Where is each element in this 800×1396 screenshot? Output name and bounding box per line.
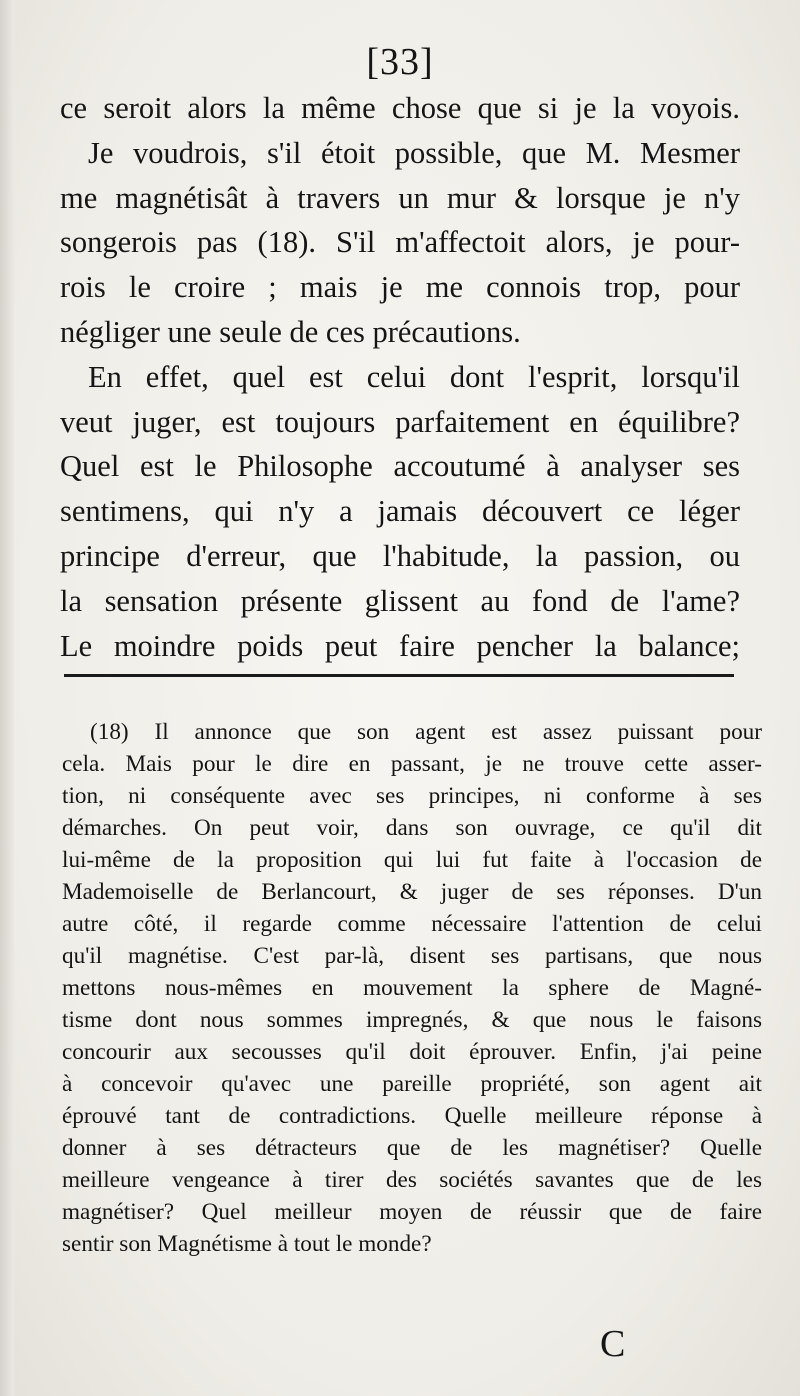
text-line: En effet, quel est celui dont l'esprit, lorsqu'il [88,359,740,394]
footnote-rule [64,674,734,677]
text-line: me magnétisât à travers un mur & lorsque je n'y [60,180,740,215]
footnote-line: sentir son Magnétisme à tout le monde? [62,1231,432,1257]
text-line: rois le croire ; mais je me connois trop, pour [60,270,740,305]
footnote-line: à concevoir qu'avec une pareille propriété, son agent ait [62,1071,762,1097]
footnote-line: concourir aux secousses qu'il doit éprouver. Enfin, j'ai peine [62,1039,762,1065]
text-line: Le moindre poids peut faire pencher la balance; [60,628,740,663]
footnote-line: donner à ses détracteurs que de les magnétiser? Quelle [62,1135,762,1161]
main-text [60,86,740,668]
footnote-line: tion, ni conséquente avec ses principes, ni conforme à ses [62,783,762,809]
text-line: veut juger, est toujours parfaitement en équilibre? [60,404,740,439]
footnote-line: meilleure vengeance à tirer des sociétés savantes que de les [62,1167,762,1193]
text-line: sentimens, qui n'y a jamais découvert ce léger [60,494,740,529]
footnote-line: éprouvé tant de contradictions. Quelle meilleure réponse à [62,1103,762,1129]
footnote [62,716,762,1260]
footnote-line: magnétiser? Quel meilleur moyen de réussir que de faire [62,1199,762,1225]
text-line: Je voudrois, s'il étoit possible, que M. Mesmer [88,135,740,170]
footnote-line: cela. Mais pour le dire en passant, je ne trouve cette asser- [62,751,762,777]
footnote-line: lui-même de la proposition qui lui fut faite à l'occasion de [62,847,762,873]
footnote-line: démarches. On peut voir, dans son ouvrage, ce qu'il dit [62,815,762,841]
text-line: principe d'erreur, que l'habitude, la passion, ou [60,538,740,573]
page-gutter [0,0,14,1396]
text-line: Quel est le Philosophe accoutumé à analyser ses [60,449,740,484]
footnote-line: mettons nous-mêmes en mouvement la sphere de Magné- [62,975,762,1001]
footnote-line: (18) Il annonce que son agent est assez puissant pour [90,719,762,745]
text-line: la sensation présente glissent au fond de l'ame? [60,583,740,618]
footnote-line: autre côté, il regarde comme nécessaire l'attention de celui [62,911,762,937]
text-line: songerois pas (18). S'il m'affectoit alors, je pour- [60,225,740,260]
footnote-line: qu'il magnétise. C'est par-là, disent ses partisans, que nous [62,943,762,969]
footnote-line: tisme dont nous sommes impregnés, & que nous le faisons [62,1007,762,1033]
footnote-line: Mademoiselle de Berlancourt, & juger de ses réponses. D'un [62,879,762,905]
signature-mark: C [600,1323,626,1365]
text-line: ce seroit alors la même chose que si je la voyois. [60,91,740,125]
text-line: négliger une seule de ces précautions. [60,314,521,349]
page-number: [33] [366,41,434,83]
